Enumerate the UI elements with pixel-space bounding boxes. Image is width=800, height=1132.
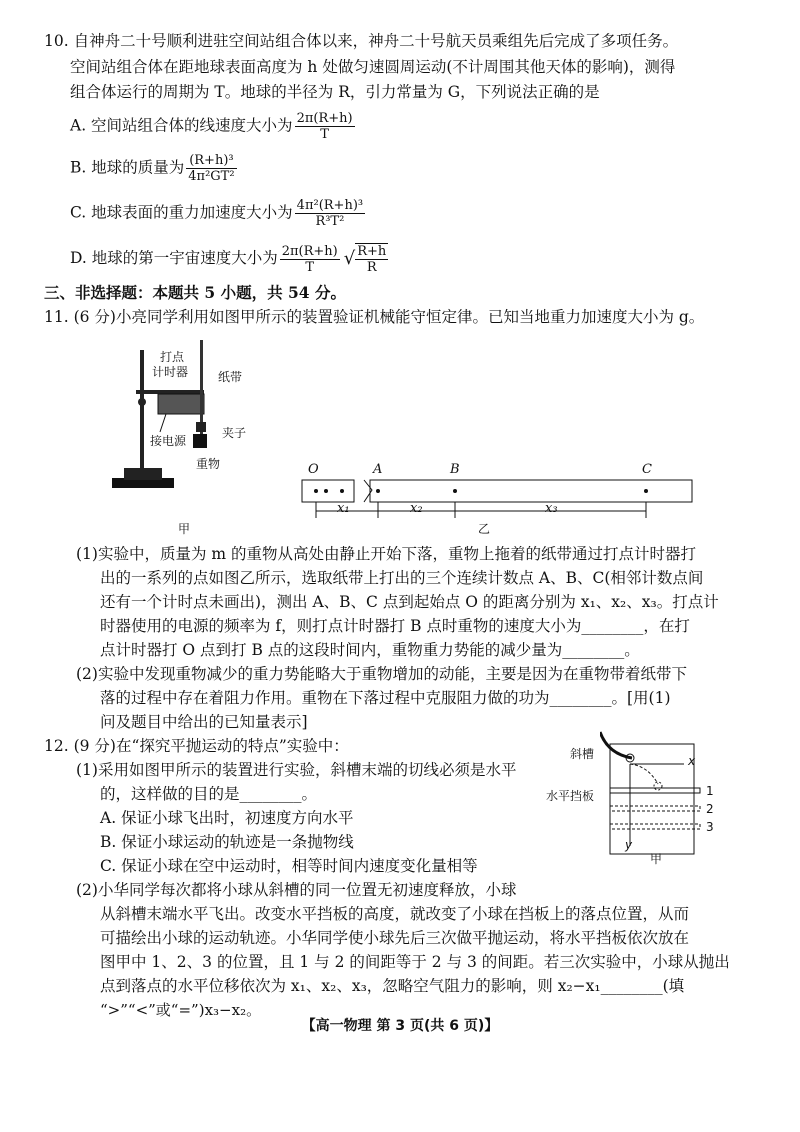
- q12-option-b: B. 保证小球运动的轨迹是一条抛物线: [100, 833, 354, 851]
- tape-segment-right: [370, 480, 692, 502]
- sqrt-numerator: R+h: [357, 244, 387, 259]
- q10-stem-line2: 空间站组合体在距地球表面高度为 h 处做匀速圆周运动(不计周围其他天体的影响)，测得: [70, 58, 676, 76]
- q11-stem: 11. (6 分)小亮同学利用如图甲所示的装置验证机械能守恒定律。已知当地重力加速度大小为 g。: [44, 308, 705, 326]
- tape-label-a: A: [373, 462, 383, 477]
- baffle-3: [610, 824, 700, 829]
- dot-o: [314, 489, 318, 493]
- option-c-formula: [295, 198, 365, 229]
- option-d-sqrt: √ $\frac{R+h}{R}$: [343, 244, 387, 275]
- formula-denominator: 4π²GT²: [188, 169, 235, 184]
- q11-part1-line5: 点计时器打 O 点到打 B 点的这段时间内，重物重力势能的减少量为________。: [100, 641, 640, 659]
- option-a-text: A. 空间站组合体的线速度大小为: [70, 116, 293, 135]
- trajectory: [630, 764, 658, 784]
- label-position-3: 3: [706, 820, 714, 834]
- q10-option-d: [70, 243, 388, 275]
- q11-part1-line4: 时器使用的电源的频率为 f，则打点计时器打 B 点时重物的速度大小为________，在打: [100, 617, 690, 635]
- label-power: 接电源: [150, 434, 187, 448]
- label-position-1: 1: [706, 784, 714, 798]
- tape-label-b: B: [450, 462, 460, 477]
- dot-a: [376, 489, 380, 493]
- q12-part2-line4: 图甲中 1、2、3 的位置，且 1 与 2 的间距等于 2 与 3 的间距。若三次实验中，小球从抛出: [100, 953, 730, 971]
- option-a-formula: [295, 111, 355, 142]
- q10-option-b: [70, 153, 239, 184]
- q10-stem-line3: 组合体运行的周期为 T。地球的半径为 R，引力常量为 G，下列说法正确的是: [70, 83, 600, 101]
- board-frame: [610, 744, 694, 854]
- q12-part2-line6: “>”“<”或“=”)x₃−x₂。: [100, 1001, 262, 1019]
- stand-arm: [136, 390, 204, 394]
- formula-denominator: R³T²: [315, 214, 345, 229]
- q10-option-a: [70, 111, 357, 142]
- q12-stem: 12. (9 分)在“探究平抛运动的特点”实验中：: [44, 737, 349, 755]
- tape-label-x1: x₁: [337, 501, 350, 516]
- page-footer: 【高一物理 第 3 页(共 6 页)】: [301, 1018, 499, 1034]
- q12-option-a: A. 保证小球飞出时，初速度方向水平: [100, 809, 354, 827]
- tape-label-x3: x₃: [545, 501, 558, 516]
- section-3-heading: 三、非选择题：本题共 5 小题，共 54 分。: [44, 283, 346, 302]
- dot-b: [453, 489, 457, 493]
- q12-part1-line2: 的，这样做的目的是________。: [100, 785, 318, 803]
- q11-part1-line1: (1)实验中，质量为 m 的重物从高处由静止开始下落，重物上拖着的纸带通过打点计时器打: [76, 545, 697, 563]
- option-b-text: B. 地球的质量为: [70, 158, 185, 177]
- label-weight: 重物: [196, 457, 221, 471]
- label-y: y: [625, 838, 633, 852]
- q11-part1-line2: 出的一系列的点如图乙所示，选取纸带上打出的三个连续计数点 A、B、C(相邻计数点间: [100, 569, 704, 587]
- label-x: x: [688, 754, 696, 768]
- label-position-2: 2: [706, 802, 714, 816]
- clamp-knob: [138, 398, 146, 406]
- figure-jia-caption: 甲: [178, 522, 191, 536]
- formula-numerator: (R+h)³: [186, 153, 236, 169]
- sqrt-denominator: R: [366, 260, 377, 275]
- chute: [600, 732, 632, 758]
- dot: [340, 489, 344, 493]
- q12-part2-line1: (2)小华同学每次都将小球从斜槽的同一位置无初速度释放，小球: [76, 881, 517, 899]
- weight: [193, 434, 207, 448]
- q12-part1-line1: (1)采用如图甲所示的装置进行实验，斜槽末端的切线必须是水平: [76, 761, 517, 779]
- baffle-2: [610, 806, 700, 811]
- formula-numerator: 2π(R+h): [281, 243, 338, 259]
- formula-numerator: 2π(R+h): [296, 111, 353, 126]
- tape-label-c: C: [642, 462, 652, 477]
- option-b-formula: [186, 153, 236, 184]
- stand-rod: [140, 350, 144, 472]
- q12-figure-projectile: [600, 724, 710, 864]
- label-chute: 斜槽: [570, 747, 595, 761]
- dot: [324, 489, 328, 493]
- formula-denominator: T: [305, 259, 315, 275]
- q12-figure-caption: 甲: [650, 852, 663, 866]
- power-lead: [160, 414, 166, 432]
- tape-label-o: O: [308, 462, 319, 477]
- dot-c: [644, 489, 648, 493]
- q11-part1-line3: 还有一个计时点未画出)，测出 A、B、C 点到起始点 O 的距离分别为 x₁、x₂、x₃。打点计: [100, 593, 719, 611]
- q12-option-c: C. 保证小球在空中运动时，相等时间内速度变化量相等: [100, 857, 478, 875]
- label-clip: 夹子: [222, 426, 247, 440]
- q10-option-c: [70, 198, 367, 229]
- q10-stem-line1: 10. 自神舟二十号顺利进驻空间站组合体以来，神舟二十号航天员乘组先后完成了多项任务。: [44, 32, 679, 50]
- label-timer-line1: 打点: [160, 350, 185, 364]
- clip: [196, 422, 206, 432]
- q11-part2-line1: (2)实验中发现重物减少的重力势能略大于重物增加的动能，主要是因为在重物带着纸带下: [76, 665, 687, 683]
- option-d-formula: [280, 244, 340, 275]
- tape-break: [364, 480, 372, 502]
- formula-numerator: 4π²(R+h)³: [296, 198, 364, 213]
- q11-part2-line2: 落的过程中存在着阻力作用。重物在下落过程中克服阻力做的功为________。[用(1): [100, 689, 671, 707]
- q12-part2-line2: 从斜槽末端水平飞出。改变水平挡板的高度，就改变了小球在挡板上的落点位置，从而: [100, 905, 690, 923]
- label-tape: 纸带: [218, 370, 243, 384]
- figure-yi-caption: 乙: [478, 522, 491, 536]
- tape-label-x2: x₂: [410, 501, 423, 516]
- option-c-text: C. 地球表面的重力加速度大小为: [70, 203, 293, 222]
- formula-denominator: T: [320, 127, 329, 142]
- label-baffle: 水平挡板: [546, 789, 595, 803]
- q11-part2-line3: 问及题目中给出的已知量表示]: [100, 713, 308, 731]
- timer-body: [158, 394, 204, 414]
- option-d-text: D. 地球的第一宇宙速度大小为: [70, 249, 278, 267]
- q11-figure-tape: [300, 478, 700, 523]
- q12-part2-line3: 可描绘出小球的运动轨迹。小华同学使小球先后三次做平抛运动，将水平挡板依次放在: [100, 929, 690, 947]
- q12-part2-line5: 点到落点的水平位移依次为 x₁、x₂、x₃，忽略空气阻力的影响，则 x₂−x₁________(填: [100, 977, 685, 995]
- label-timer-line2: 计时器: [152, 365, 189, 379]
